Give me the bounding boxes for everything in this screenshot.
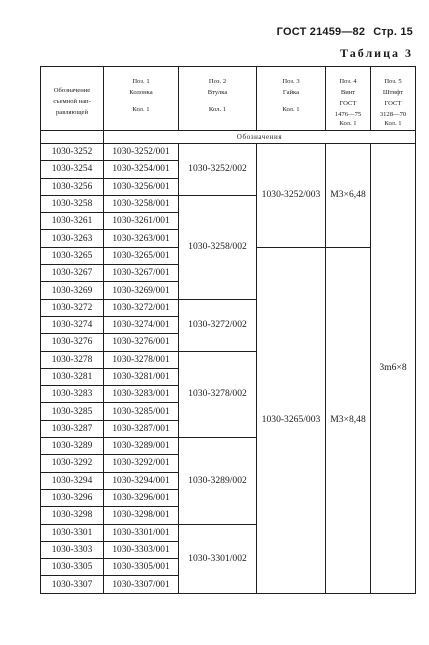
cell-pos2-bushing: 1030-3252/002 [179,144,257,196]
cell-pos1-column: 1030-3261/001 [104,213,179,230]
col-head-pos5-qty: Кол. 1 [384,120,402,127]
cell-designation: 1030-3252 [41,144,104,161]
cell-pos2-bushing: 1030-3272/002 [179,299,257,351]
cell-pos1-column: 1030-3289/001 [104,438,179,455]
cell-pos1-column: 1030-3254/001 [104,161,179,178]
col-head-pos5-line: Штифт [382,89,404,96]
cell-designation: 1030-3258 [41,195,104,212]
cell-designation: 1030-3296 [41,489,104,506]
cell-designation: 1030-3285 [41,403,104,420]
cell-designation: 1030-3254 [41,161,104,178]
cell-pos3-nut: 1030-3252/003 [257,144,326,248]
cell-pos1-column: 1030-3278/001 [104,351,179,368]
col-head-pos5-line: ГОСТ [384,100,402,107]
cell-pos1-column: 1030-3281/001 [104,368,179,385]
col-head-pos1-qty: Кол. 1 [132,106,150,113]
cell-designation: 1030-3303 [41,541,104,558]
col-head-designation-line: съемной нап- [53,98,91,105]
cell-pos2-bushing: 1030-3258/002 [179,195,257,299]
cell-pos1-column: 1030-3267/001 [104,265,179,282]
col-head-pos2-line: Поз. 2 [208,78,227,85]
spec-table [40,66,416,594]
cell-pos1-column: 1030-3258/001 [104,195,179,212]
standard-number: ГОСТ 21459—82 [276,26,366,38]
cell-designation: 1030-3301 [41,524,104,541]
col-head-pos4-line: 1476—75 [334,111,362,118]
cell-designation: 1030-3294 [41,472,104,489]
cell-pos1-column: 1030-3274/001 [104,316,179,333]
cell-pos1-column: 1030-3296/001 [104,489,179,506]
col-head-pos1-line: Колонка [129,89,153,96]
cell-pos1-column: 1030-3276/001 [104,334,179,351]
cell-designation: 1030-3305 [41,559,104,576]
cell-designation: 1030-3281 [41,368,104,385]
cell-designation: 1030-3278 [41,351,104,368]
cell-pos1-column: 1030-3256/001 [104,178,179,195]
cell-pos1-column: 1030-3285/001 [104,403,179,420]
col-head-pos3-line: Поз. 3 [282,78,300,85]
table-row [41,144,416,161]
col-head-designation [41,67,104,131]
cell-designation: 1030-3272 [41,299,104,316]
cell-pos1-column: 1030-3272/001 [104,299,179,316]
cell-pos2-bushing: 1030-3301/002 [179,524,257,593]
cell-pos1-column: 1030-3252/001 [104,144,179,161]
cell-pos5-pin: 3m6×8 [371,144,416,594]
cell-pos1-column: 1030-3269/001 [104,282,179,299]
cell-pos2-bushing: 1030-3278/002 [179,351,257,437]
col-head-pos3 [257,67,326,131]
cell-designation: 1030-3267 [41,265,104,282]
cell-designation: 1030-3261 [41,213,104,230]
cell-designation: 1030-3298 [41,507,104,524]
table-body [41,144,416,594]
cell-designation: 1030-3287 [41,420,104,437]
cell-designation: 1030-3256 [41,178,104,195]
cell-designation: 1030-3292 [41,455,104,472]
col-head-pos1 [104,67,179,131]
col-head-pos4-line: ГОСТ [339,100,357,107]
cell-designation: 1030-3274 [41,316,104,333]
page-header [277,26,413,38]
cell-pos1-column: 1030-3292/001 [104,455,179,472]
col-head-pos4-line: Винт [340,89,356,96]
table-caption: Таблица 3 [340,46,413,60]
page-number: Стр. 15 [373,26,413,38]
cell-designation: 1030-3269 [41,282,104,299]
cell-pos4-screw: М3×8,48 [326,247,371,593]
cell-pos1-column: 1030-3287/001 [104,420,179,437]
cell-pos1-column: 1030-3283/001 [104,386,179,403]
cell-pos1-column: 1030-3263/001 [104,230,179,247]
col-head-pos5-line: Поз. 5 [384,78,402,85]
cell-designation: 1030-3263 [41,230,104,247]
cell-designation: 1030-3283 [41,386,104,403]
cell-pos1-column: 1030-3265/001 [104,247,179,264]
cell-pos1-column: 1030-3305/001 [104,559,179,576]
col-head-pos2 [179,67,257,131]
cell-designation: 1030-3289 [41,438,104,455]
cell-pos1-column: 1030-3298/001 [104,507,179,524]
cell-pos1-column: 1030-3294/001 [104,472,179,489]
col-head-pos5-line: 3128—70 [379,111,407,118]
col-head-pos2-qty: Кол. 1 [208,106,227,113]
col-head-pos4-line: Поз. 4 [339,78,357,85]
designations-caption: Обозначения [104,131,416,144]
cell-designation: 1030-3265 [41,247,104,264]
col-head-pos4-qty: Кол. 1 [339,120,357,127]
col-head-pos1-line: Поз. 1 [132,78,150,85]
cell-pos1-column: 1030-3307/001 [104,576,179,593]
cell-pos3-nut: 1030-3265/003 [257,247,326,593]
col-head-pos5 [371,67,416,131]
col-head-pos2-line: Втулка [207,89,228,96]
cell-pos4-screw: М3×6,48 [326,144,371,248]
cell-pos1-column: 1030-3301/001 [104,524,179,541]
cell-designation: 1030-3307 [41,576,104,593]
col-head-designation-line: Обозначение [53,87,91,94]
cell-pos1-column: 1030-3303/001 [104,541,179,558]
cell-designation: 1030-3276 [41,334,104,351]
col-head-empty [41,131,104,144]
cell-pos2-bushing: 1030-3289/002 [179,438,257,524]
col-head-designation-line: равляющей [55,109,89,116]
col-head-pos3-line: Гайка [282,89,300,96]
col-head-pos4 [326,67,371,131]
col-head-pos3-qty: Кол. 1 [282,106,300,113]
